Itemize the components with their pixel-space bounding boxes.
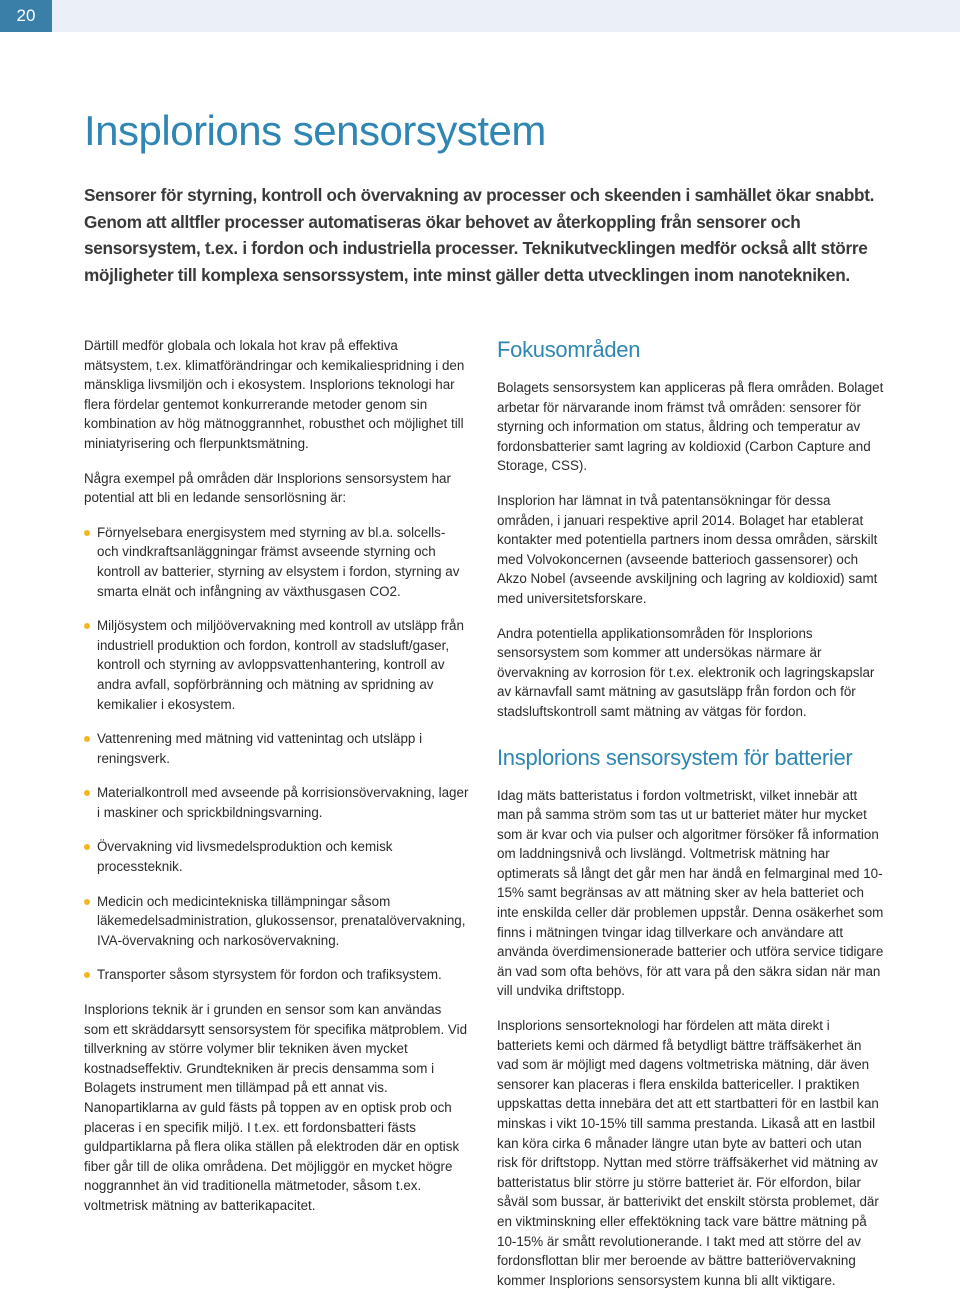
list-item [84,523,470,601]
bullet-icon [84,736,90,742]
bullet-icon [84,844,90,850]
bullet-icon [84,972,90,978]
left-paragraph-3: Insplorions teknik är i grunden en sensor som kan användas som ett skräddarsytt sensorsystem för specifika mätproblem. Vid tillverkning av större volymer blir tekniken även mycket kostnadseffektiv. Grundtekniken är precis densamma som i Bolagets instrument men tillämpad på ett annat vis. Nanopartiklarna av guld fästs på toppen av en optisk prob och placeras i en specifik miljö. I t.ex. ett fordonsbatteri fästs guldpartiklarna på flera olika ställen på elektroden där en optisk fiber går till de olika områdena. Det möjliggör en mycket högre noggrannhet än vid traditionella mätmetoder, såsom t.ex. voltmetrisk mätning av batterikapacitet. [84,1002,468,1213]
left-paragraph-1: Därtill medför globala och lokala hot krav på effektiva mätsystem, t.ex. klimatförändringar och kemikaliespridning i den mänskliga livsmiljön och i ekosystem. Insplorions teknologi har flera fördelar gentemot konkurrerande metoder genom sin kombination av hög mätnoggrannhet, robusthet och möjlighet till miniatyrisering och flerpunktsmätning. [84,338,465,451]
lead-paragraph: Sensorer för styrning, kontroll och övervakning av processer och skeenden i samhället ökar snabbt. Genom att alltfler processer automatiseras ökar behovet av återkoppling från sensorer och sensorsystem, t.ex. i fordon och industriella processer. Teknikutvecklingen medför också allt större möjligheter till komplexa sensorssystem, inte minst gäller detta utvecklingen inom nanotekniken. [84,185,875,285]
list-item-text: Transporter såsom styrsystem för fordon och trafiksystem. [97,967,442,983]
bullet-icon [84,899,90,905]
right-paragraph-3: Andra potentiella applikationsområden för Insplorions sensorsystem som kommer att undersökas närmare är övervakning av korrosion för t.ex. elektronik och lagringskapslar av kärnavfall samt mätning av gasutsläpp från fordon och för stadsluftskontroll samt mätning av vätgas för fordon. [497,625,875,719]
list-item-text: Förnyelsebara energisystem med styrning av bl.a. solcells- och vindkraftsanläggningar främst avseende styrning och kontroll av batterier, styrning av elsystem i fordon, styrning av smarta elnät och infångning av växthusgasen CO2. [97,524,460,599]
right-paragraph-2: Insplorion har lämnat in två patentansökningar för dessa områden, i januari respektive april 2014. Bolaget har etablerat kontakter med potentiella partners inom dessa områden, särskilt med Volvokoncernen (avseende batterioch gassensorer) och Akzo Nobel (avseende avskiljning och lagring av koldioxid) samt med universitetsforskare. [497,492,878,606]
list-item-text: Materialkontroll med avseende på korrisionsövervakning, lager i maskiner och sprickbildningsvarning. [97,785,469,820]
application-list [84,523,470,985]
bullet-icon [84,530,90,536]
list-item [84,837,470,876]
list-item-text: Medicin och medicintekniska tillämpningar såsom läkemedelsadministration, glukossensor, prenatalövervakning, IVA-övervakning och narkosövervakning. [97,893,466,948]
page-title: Insplorions sensorsystem [84,107,546,154]
list-item [84,729,470,768]
right-paragraph-5: Insplorions sensorteknologi har fördelen att mäta direkt i batteriets kemi och därmed få betydligt bättre träffsäkerhet än vad som är möjligt med dagens voltmetriska mätning, där även sensorer kan placeras i flera enskilda battericeller. I praktiken uppskattas detta innebära det att ett startbatteri för en lastbil kan minskas i vikt 10-15% till samma prestanda. Likaså att en lastbil kan köra cirka 6 månader längre utan byte av batteri och utan risk för driftstopp. Nyttan med större träffsäkerhet vid mätning av batteristatus blir större ju större batteriet är. För elfordon, bilar såväl som bussar, är batterivikt det enskilt största problemet, där en viktminskning eller effektökning tack vare bättre mätning på 10-15% är smått revolutionerande. I takt med att större del av fordonsflottan blir mer beroende av bättre batteriövervakning kommer Insplorions sensorsystem kunna bli allt viktigare. [497,1018,879,1288]
list-item [84,892,470,951]
bullet-icon [84,623,90,629]
left-column [84,336,470,1231]
list-item-text: Vattenrening med mätning vid vattenintag och utsläpp i reningsverk. [97,731,423,766]
page-number: 20 [0,0,52,32]
left-paragraph-2: Några exempel på områden där Insplorions sensorsystem har potential att bli en ledande sensorlösning är: [84,470,451,506]
list-item [84,783,470,822]
right-column [497,336,885,1305]
right-paragraph-1: Bolagets sensorsystem kan appliceras på flera områden. Bolaget arbetar för närvarande inom främst två områden: sensorer för styrning och information om status, åldring och temperatur av fordonsbatterier samt lagring av koldioxid (Carbon Capture and Storage, CSS). [497,380,884,474]
list-item [84,616,470,714]
section-heading-fokusomraden: Fokusområden [497,337,641,362]
right-paragraph-4: Idag mäts batteristatus i fordon voltmetriskt, vilket innebär att man på samma ström som tas ut ur batteriet mäter hur mycket som är kvar och via pulser och algoritmer försöker få information om laddningsnivå och livslängd. Voltmetrisk mätning har optimerats så långt det går men har ändå en felmarginal med 10-15% samt begränsas av att mätning sker av hela batteriet och inte enskilda celler där problemen uppstår. Denna osäkerhet som finns i mätningen tvingar idag tillverkare och användare att använda överdimensionerade batterier och utföra service tidigare än vad som ofta behövs, för att vara på den säkra sidan när man vill undvika driftstopp. [497,787,884,999]
header-bar [0,0,960,32]
list-item-text: Miljösystem och miljöövervakning med kontroll av utsläpp från industriell produktion och fordon, kontroll av stadsluft/gaser, kontroll och styrning av avloppsvattenhantering, kontroll av andra avfall, sopförbränning och mätning av spridning av kemikalier i ekosystem. [97,618,464,712]
section-heading-batterier: Insplorions sensorsystem för batterier [497,744,853,770]
list-item-text: Övervakning vid livsmedelsproduktion och kemisk processteknik. [97,839,393,875]
bullet-icon [84,790,90,796]
list-item [84,965,470,985]
